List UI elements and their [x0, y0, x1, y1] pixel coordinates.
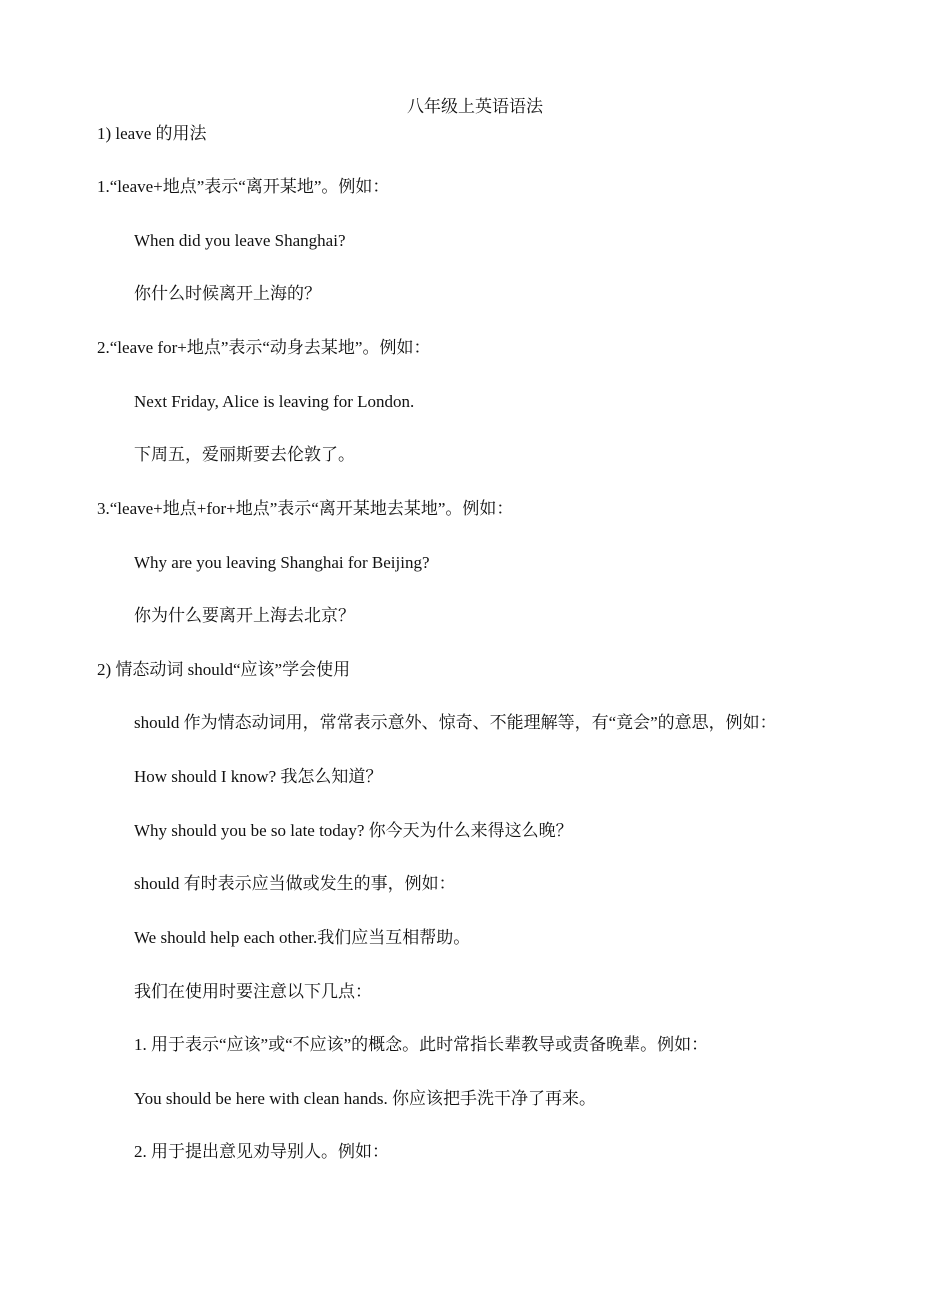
rule-item: 2.“leave for+地点”表示“动身去某地”。例如： — [97, 338, 431, 357]
explanation-text: should 有时表示应当做或发生的事，例如： — [134, 874, 456, 893]
example-sentence: Why should you be so late today? 你今天为什么来得这么晚？ — [134, 821, 573, 840]
explanation-text: 我们在使用时要注意以下几点： — [134, 982, 372, 1001]
rule-item: 1. 用于表示“应该”或“不应该”的概念。此时常指长辈教导或责备晚辈。例如： — [134, 1035, 709, 1054]
example-sentence: You should be here with clean hands. 你应该把手洗干净了再来。 — [134, 1089, 596, 1108]
explanation-text: should 作为情态动词用，常常表示意外、惊奇、不能理解等，有“竟会”的意思，例如： — [134, 713, 777, 732]
section-heading: 1) leave 的用法 — [97, 124, 207, 143]
rule-item: 1.“leave+地点”表示“离开某地”。例如： — [97, 177, 390, 196]
example-translation: 你什么时候离开上海的？ — [134, 284, 321, 303]
example-sentence: Next Friday, Alice is leaving for London. — [134, 392, 415, 411]
rule-item: 3.“leave+地点+for+地点”表示“离开某地去某地”。例如： — [97, 499, 514, 518]
example-sentence: Why are you leaving Shanghai for Beijing? — [134, 553, 430, 572]
example-sentence: We should help each other.我们应当互相帮助。 — [134, 928, 471, 947]
example-sentence: When did you leave Shanghai? — [134, 231, 346, 250]
example-translation: 你为什么要离开上海去北京？ — [134, 606, 355, 625]
example-translation: 下周五，爱丽斯要去伦敦了。 — [134, 445, 355, 464]
document-title: 八年级上英语语法 — [407, 97, 543, 116]
example-sentence: How should I know? 我怎么知道？ — [134, 767, 383, 786]
section-heading: 2) 情态动词 should“应该”学会使用 — [97, 660, 351, 679]
rule-item: 2. 用于提出意见劝导别人。例如： — [134, 1142, 389, 1161]
